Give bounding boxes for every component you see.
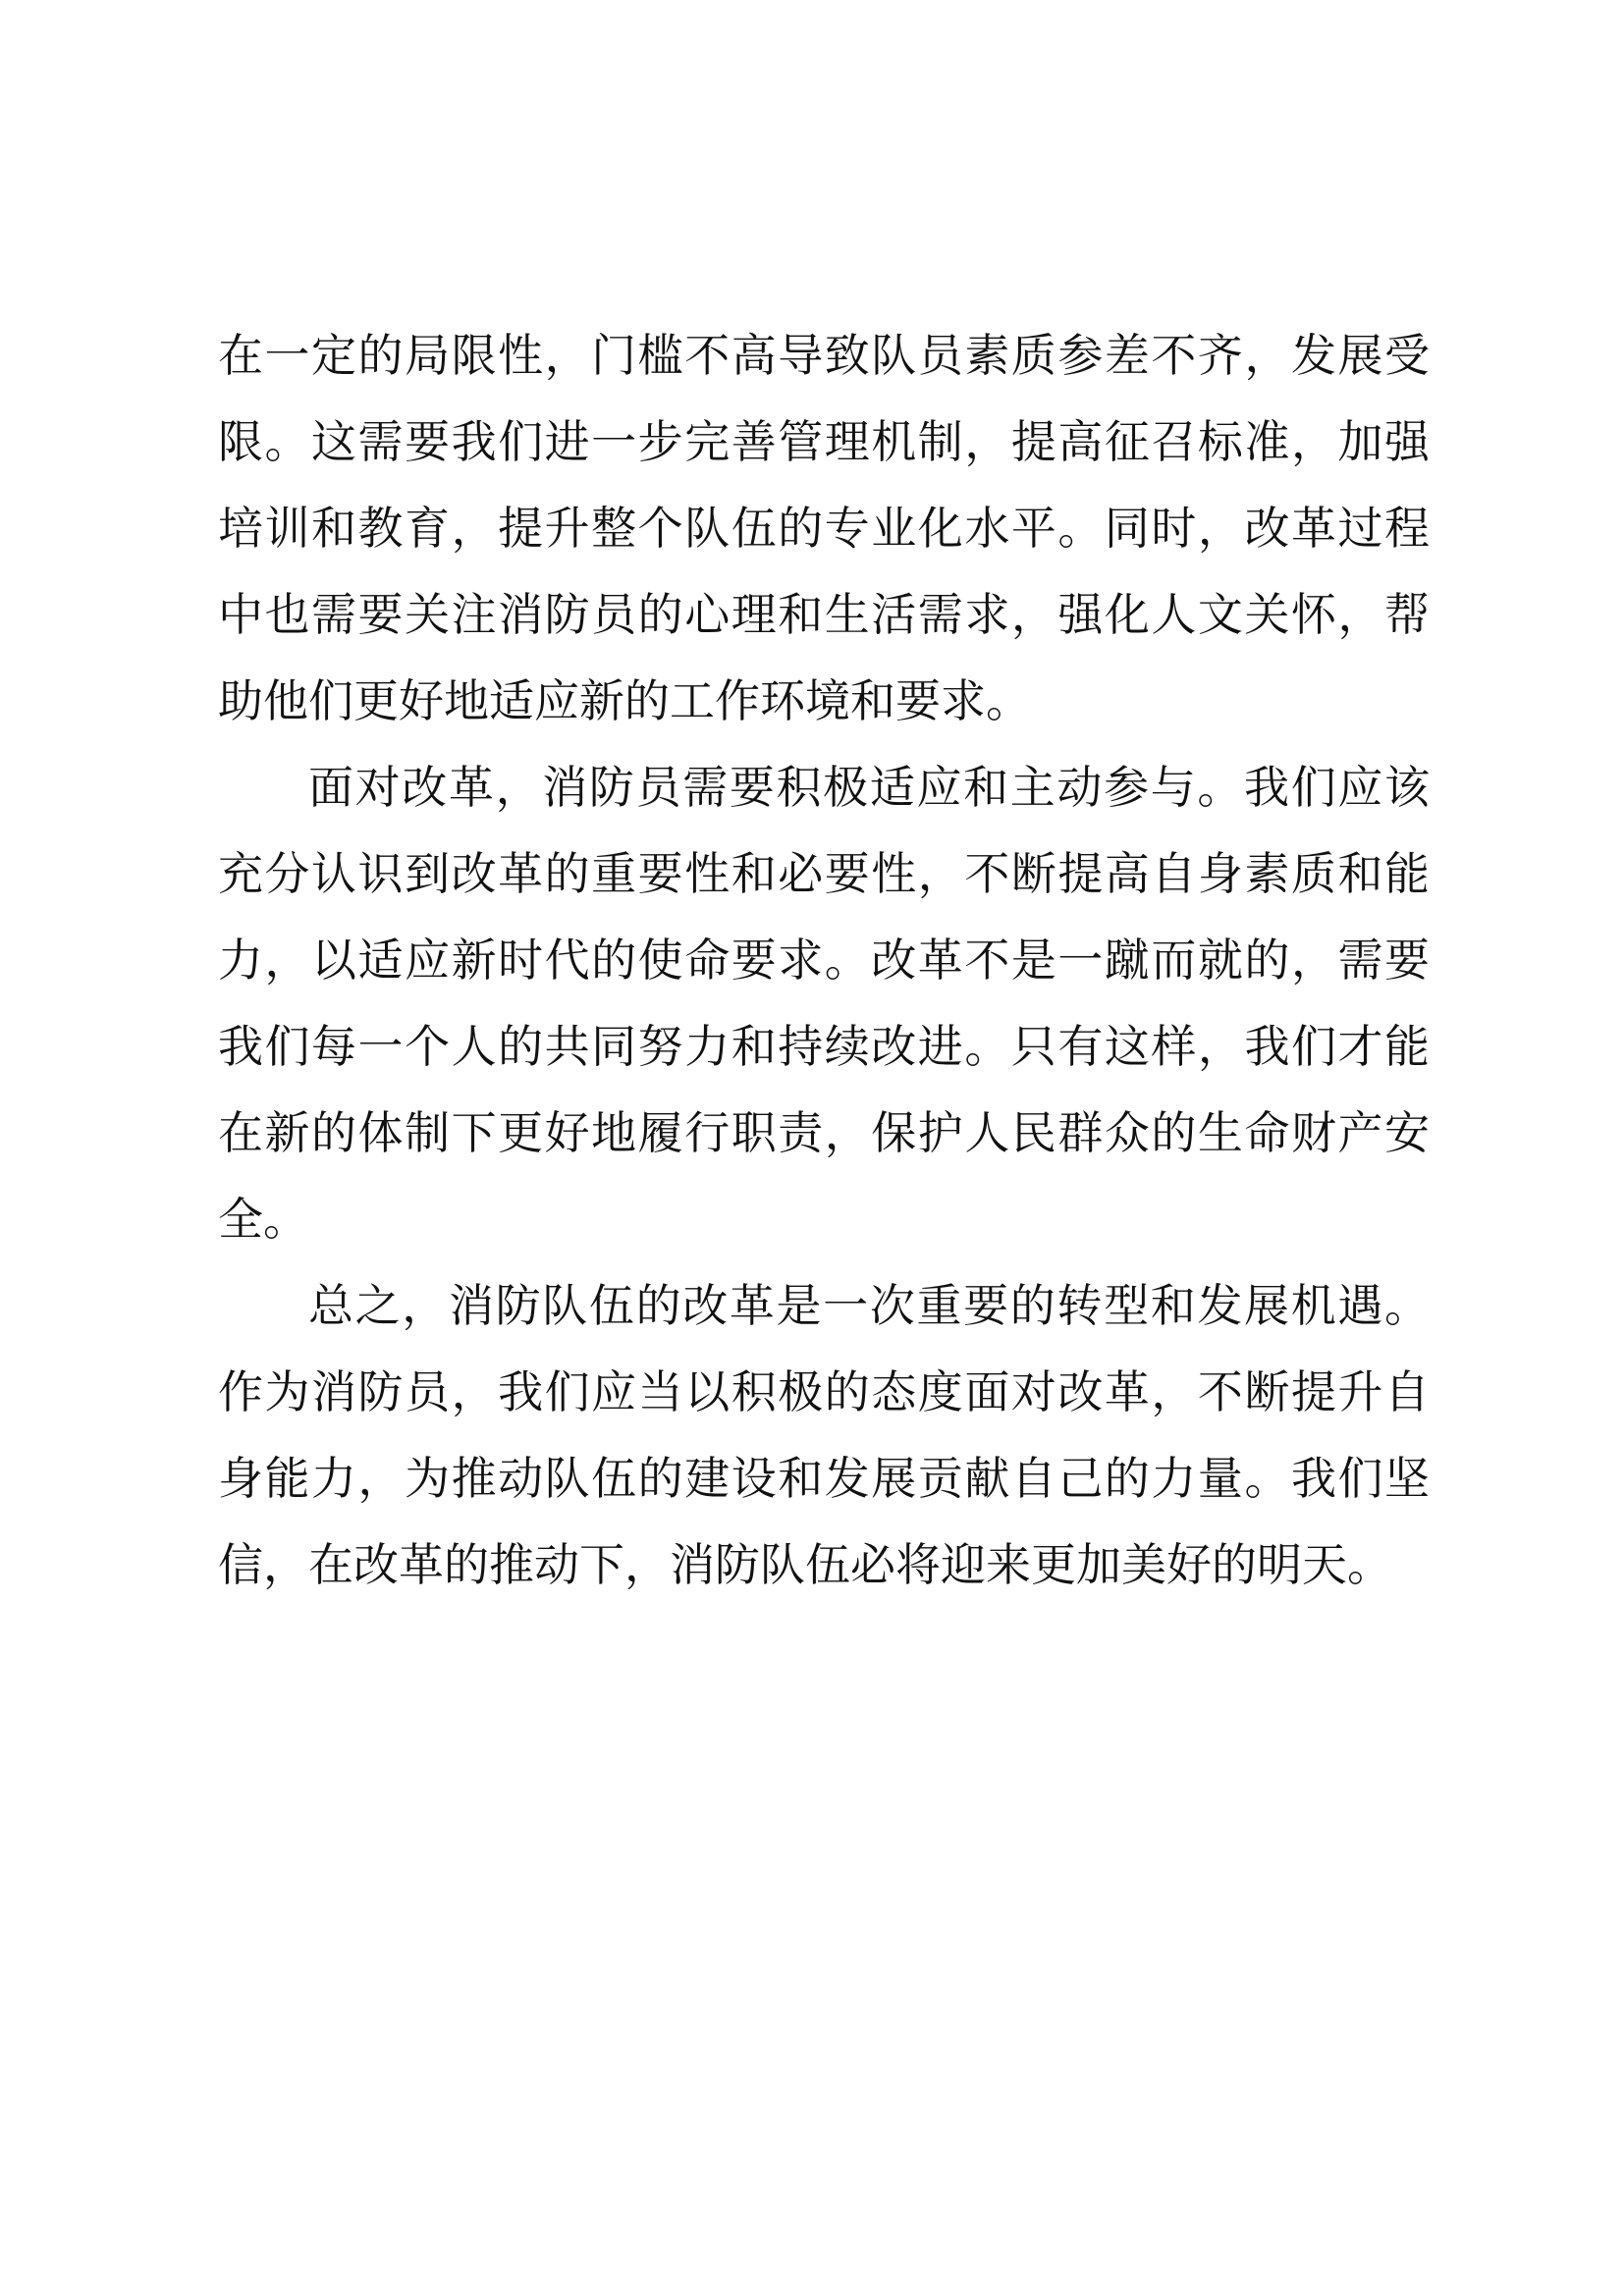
document-body [218,312,1430,1608]
paragraph-facing-reform: 面对改革，消防员需要积极适应和主动参与。我们应该充分认识到改革的重要性和必要性，不断提高自身素质和能力，以适应新时代的使命要求。改革不是一蹴而就的，需要我们每一个人的共同努力和持续改进。只有这样，我们才能在新的体制下更好地履行职责，保护人民群众的生命财产安全。 [218,761,1430,1246]
paragraph-continuation: 在一定的局限性，门槛不高导致队员素质参差不齐，发展受限。这需要我们进一步完善管理机制，提高征召标准，加强培训和教育，提升整个队伍的专业化水平。同时，改革过程中也需要关注消防员的心理和生活需求，强化人文关怀，帮助他们更好地适应新的工作环境和要求。 [218,329,1430,727]
paragraph-conclusion: 总之，消防队伍的改革是一次重要的转型和发展机遇。作为消防员，我们应当以积极的态度面对改革，不断提升自身能力，为推动队伍的建设和发展贡献自己的力量。我们坚信，在改革的推动下，消防队伍必将迎来更加美好的明天。 [218,1279,1430,1591]
